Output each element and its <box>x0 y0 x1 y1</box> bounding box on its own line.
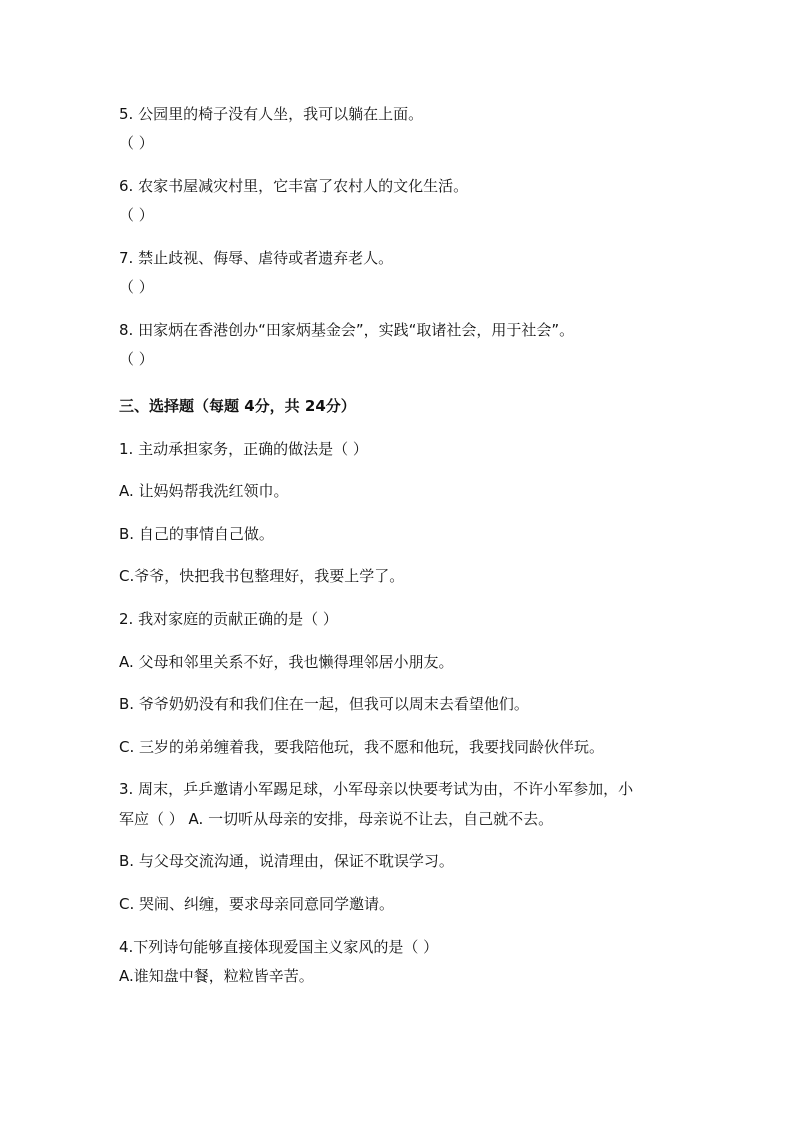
question-3-stem-line-1: 3. 周末，乒乒邀请小军踢足球，小军母亲以快要考试为由，不许小军参加，小 <box>119 780 634 798</box>
judgement-statement-8: 8. 田家炳在香港创办“田家炳基金会”，实践“取诸社会，用于社会”。 <box>119 321 575 339</box>
question-2-option-a: A. 父母和邻里关系不好，我也懒得理邻居小朋友。 <box>119 653 454 671</box>
question-2-option-c: C. 三岁的弟弟缠着我，要我陪他玩，我不愿和他玩，我要找同龄伙伴玩。 <box>119 738 605 756</box>
answer-blank-7: （ ） <box>119 278 154 296</box>
judgement-statement-5: 5. 公园里的椅子没有人坐，我可以躺在上面。 <box>119 105 424 123</box>
question-3-option-b: B. 与父母交流沟通，说清理由，保证不耽误学习。 <box>119 852 454 870</box>
question-4-stem: 4.下列诗句能够直接体现爱国主义家风的是（ ） <box>119 938 439 956</box>
judgement-statement-7: 7. 禁止歧视、侮辱、虐待或者遗弃老人。 <box>119 249 394 267</box>
question-3-stem-line-2: 军应（ ） A. 一切听从母亲的安排，母亲说不让去，自己就不去。 <box>119 810 554 828</box>
section-heading: 三、选择题（每题 4分，共 24分） <box>119 397 356 415</box>
question-1-stem: 1. 主动承担家务，正确的做法是（ ） <box>119 440 368 458</box>
question-4-option-a: A.谁知盘中餐，粒粒皆辛苦。 <box>119 967 314 985</box>
question-1-option-c: C.爷爷，快把我书包整理好，我要上学了。 <box>119 567 405 585</box>
question-2-option-b: B. 爷爷奶奶没有和我们住在一起，但我可以周末去看望他们。 <box>119 695 529 713</box>
question-3-option-c: C. 哭闹、纠缠，要求母亲同意同学邀请。 <box>119 895 395 913</box>
answer-blank-5: （ ） <box>119 134 154 152</box>
question-1-option-b: B. 自己的事情自己做。 <box>119 525 274 543</box>
answer-blank-8: （ ） <box>119 350 154 368</box>
judgement-statement-6: 6. 农家书屋减灾村里，它丰富了农村人的文化生活。 <box>119 177 469 195</box>
answer-blank-6: （ ） <box>119 206 154 224</box>
question-1-option-a: A. 让妈妈帮我洗红领巾。 <box>119 482 289 500</box>
question-2-stem: 2. 我对家庭的贡献正确的是（ ） <box>119 610 338 628</box>
